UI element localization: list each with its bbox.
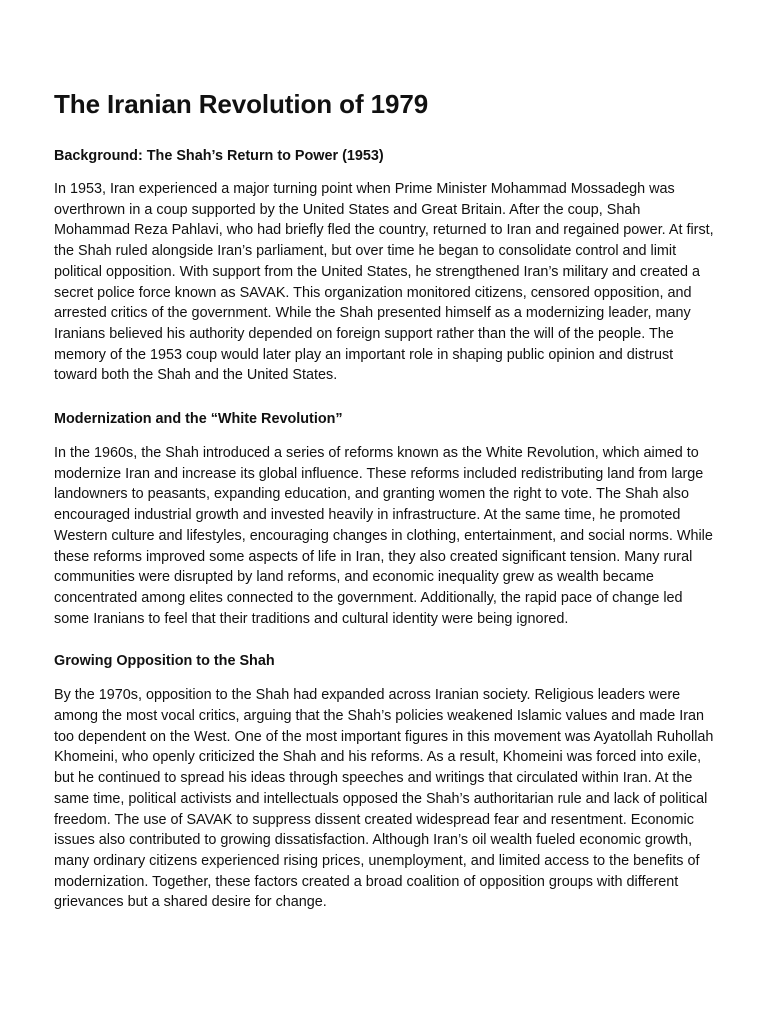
section-heading-background: Background: The Shah’s Return to Power (1953) xyxy=(54,148,384,164)
section-body-background: In 1953, Iran experienced a major turning point when Prime Minister Mohammad Mossadegh was overthrown in a coup supported by the United States and Great Britain. After the coup, Shah Mohammad Reza Pahlavi, who had briefly fled the country, returned to Iran and regained power. At first, the Shah ruled alongside Iran’s parliament, but over time he began to consolidate control and limit political opposition. With support from the United States, he strengthened Iran’s military and created a secret police force known as SAVAK. This organization monitored citizens, censored opposition, and arrested critics of the government. While the Shah presented himself as a modernizing leader, many Iranians believed his authority depended on foreign support rather than the will of the people. The memory of the 1953 coup would later play an important role in shaping public opinion and distrust toward both the Shah and the United States. xyxy=(54,181,714,384)
document-page xyxy=(54,86,720,913)
section-body-opposition: By the 1970s, opposition to the Shah had expanded across Iranian society. Religious leaders were among the most vocal critics, arguing that the Shah’s policies weakened Islamic values and made Iran too dependent on the West. One of the most important figures in this movement was Ayatollah Ruhollah Khomeini, who openly criticized the Shah and his reforms. As a result, Khomeini was forced into exile, but he continued to spread his ideas through speeches and writings that circulated within Iran. At the same time, political activists and intellectuals opposed the Shah’s authoritarian rule and lack of political freedom. The use of SAVAK to suppress dissent created widespread fear and resentment. Economic issues also contributed to growing dissatisfaction. Although Iran’s oil wealth fueled economic growth, many ordinary citizens experienced rising prices, unemployment, and limited access to the benefits of modernization. Together, these factors created a broad coalition of opposition groups with different grievances but a shared desire for change. xyxy=(54,687,714,911)
section-body-modernization: In the 1960s, the Shah introduced a series of reforms known as the White Revolution, which aimed to modernize Iran and increase its global influence. These reforms included redistributing land from large landowners to peasants, expanding education, and granting women the right to vote. The Shah also encouraged industrial growth and invested heavily in infrastructure. At the same time, he promoted Western culture and lifestyles, encouraging changes in clothing, entertainment, and social norms. While these reforms improved some aspects of life in Iran, they also created significant tension. Many rural communities were disrupted by land reforms, and economic inequality grew as wealth became concentrated among elites connected to the government. Additionally, the rapid pace of change led some Iranians to feel that their traditions and cultural identity were being ignored. xyxy=(54,445,713,627)
section-heading-modernization: Modernization and the “White Revolution” xyxy=(54,411,343,428)
document-title: The Iranian Revolution of 1979 xyxy=(54,89,429,119)
section-heading-opposition: Growing Opposition to the Shah xyxy=(54,653,275,670)
